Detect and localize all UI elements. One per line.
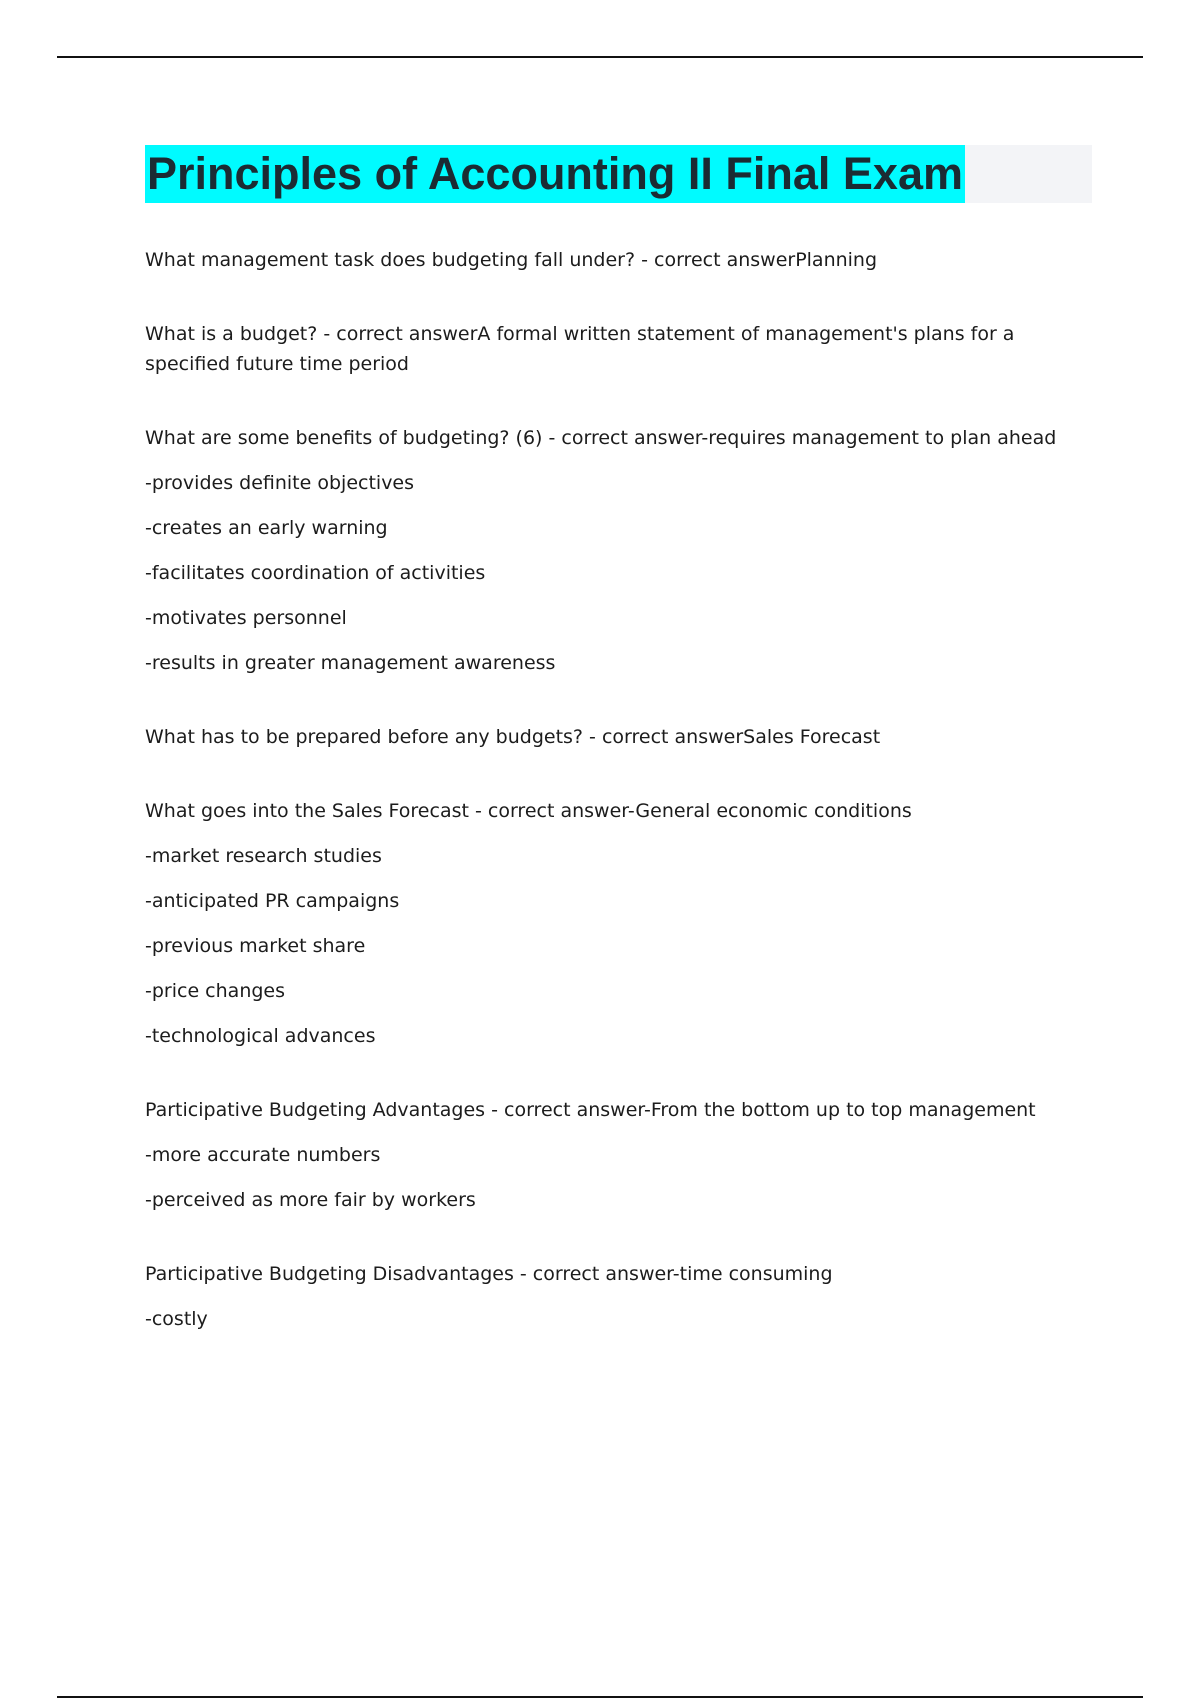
qa-answer-line: -provides definite objectives <box>145 472 415 494</box>
qa-list <box>145 245 1095 1334</box>
qa-answer-line: -perceived as more fair by workers <box>145 1189 476 1211</box>
qa-answer-line: -facilitates coordination of activities <box>145 562 486 584</box>
qa-question: What has to be prepared before any budgets? - correct answerSales Forecast <box>145 726 881 748</box>
qa-answer-line: -market research studies <box>145 845 382 867</box>
qa-answer-line: -previous market share <box>145 935 366 957</box>
qa-question: What are some benefits of budgeting? (6) - correct answer-requires management to plan ahead <box>145 427 1057 449</box>
qa-entry <box>145 245 1095 275</box>
qa-answer-line: -more accurate numbers <box>145 1144 381 1166</box>
qa-entry <box>145 423 1095 678</box>
qa-answer-line: -technological advances <box>145 1025 376 1047</box>
title-bar <box>145 145 1092 203</box>
qa-entry <box>145 319 1095 379</box>
qa-answer-line: -results in greater management awareness <box>145 652 556 674</box>
document-body <box>145 145 1095 1378</box>
qa-question: What is a budget? - correct answerA formal written statement of management's plans for a specified future time period <box>145 323 1015 375</box>
qa-entry <box>145 796 1095 1051</box>
qa-answer-line: -price changes <box>145 980 286 1002</box>
qa-question: Participative Budgeting Advantages - correct answer-From the bottom up to top management <box>145 1099 1036 1121</box>
qa-entry <box>145 1095 1095 1215</box>
qa-answer-line: -costly <box>145 1308 208 1330</box>
qa-answer-line: -creates an early warning <box>145 517 388 539</box>
page-title: Principles of Accounting II Final Exam <box>145 145 965 203</box>
qa-question: What goes into the Sales Forecast - correct answer-General economic conditions <box>145 800 912 822</box>
qa-entry <box>145 1259 1095 1334</box>
qa-answer-line: -anticipated PR campaigns <box>145 890 400 912</box>
top-rule <box>57 56 1143 58</box>
qa-entry <box>145 722 1095 752</box>
qa-question: Participative Budgeting Disadvantages - correct answer-time consuming <box>145 1263 833 1285</box>
qa-answer-line: -motivates personnel <box>145 607 347 629</box>
qa-question: What management task does budgeting fall under? - correct answerPlanning <box>145 249 878 271</box>
bottom-rule <box>57 1696 1143 1698</box>
